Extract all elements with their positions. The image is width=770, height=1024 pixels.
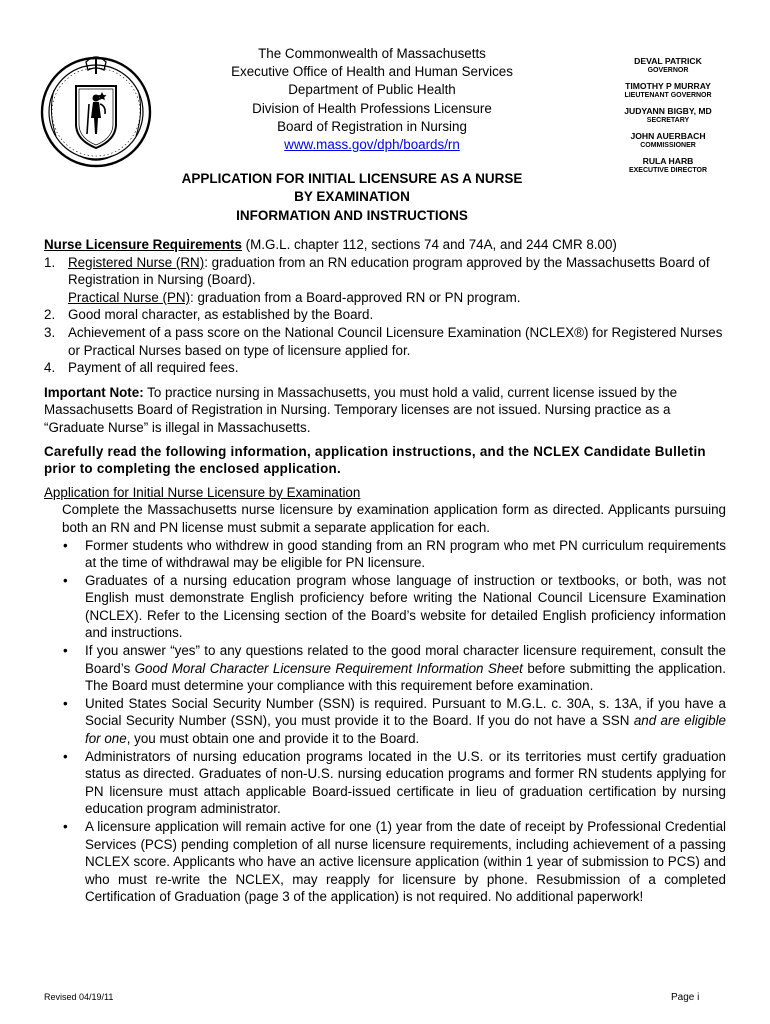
document-title bbox=[112, 170, 592, 225]
title-line: APPLICATION FOR INITIAL LICENSURE AS A NURSE bbox=[181, 171, 523, 186]
official-name: TIMOTHY P MURRAY bbox=[625, 81, 711, 91]
requirements-heading-label: Nurse Licensure Requirements bbox=[44, 237, 242, 252]
requirements-heading bbox=[44, 236, 726, 254]
requirement-text: Payment of all required fees. bbox=[68, 360, 239, 376]
application-intro: Complete the Massachusetts nurse licensure by examination application form as directed. Applicants pursuing both an RN and PN license must submit a separate application for each. bbox=[62, 502, 726, 535]
requirement-text: Achievement of a pass score on the National Council Licensure Examination (NCLEX®) for Registered Nurses or Practical Nurses based on type of licensure applied for. bbox=[68, 324, 723, 358]
official-executive-director bbox=[607, 156, 729, 175]
official-title: EXECUTIVE DIRECTOR bbox=[628, 167, 708, 174]
requirement-item bbox=[44, 359, 726, 377]
bullet-text: United States Social Security Number (SSN) is required. Pursuant to M.G.L. c. 30A, s. 13A, if you have a Social Security Number (SSN), you must provide it to the Board. If you do not have a SSN bbox=[85, 695, 726, 729]
list-item bbox=[44, 537, 726, 572]
official-secretary bbox=[607, 106, 729, 125]
bullet-text: before submitting the application. The Board must determine your compliance with this requirement before examination. bbox=[85, 660, 726, 694]
header-line-commonwealth: The Commonwealth of Massachusetts bbox=[258, 46, 486, 61]
important-note bbox=[44, 384, 726, 437]
bullet-text: Graduates of a nursing education program whose language of instruction or textbooks, or both, was not English must demonstrate English proficiency before writing the National Council Licensure Examination (NCLEX). Refer to the Licensing section of the Board’s website for detailed English proficiency information and instructions. bbox=[85, 572, 726, 641]
revision-date: Revised 04/19/11 bbox=[44, 992, 114, 1002]
header-line-division: Division of Health Professions Licensure bbox=[252, 100, 492, 116]
requirement-number: 3. bbox=[44, 324, 56, 340]
requirements-citation: (M.G.L. chapter 112, sections 74 and 74A, and 244 CMR 8.00) bbox=[241, 237, 617, 252]
important-note-text: To practice nursing in Massachusetts, you must hold a valid, current license issued by the Massachusetts Board of Registration in Nursing. Temporary licenses are not issued. Nursing practice as a “Graduate Nurse” is illegal in Massachusetts. bbox=[44, 384, 678, 435]
official-governor bbox=[607, 56, 729, 75]
header-line-board: Board of Registration in Nursing bbox=[277, 118, 467, 134]
officials-list bbox=[607, 56, 729, 181]
careful-read-notice: Carefully read the following information, application instructions, and the NCLEX Candidate Bulletin prior to completing the enclosed application. bbox=[44, 443, 706, 477]
official-title: GOVERNOR bbox=[647, 67, 689, 74]
official-name: JUDYANN BIGBY, MD bbox=[624, 106, 712, 116]
page-number: Page i bbox=[671, 992, 700, 1003]
official-lieutenant-governor bbox=[607, 81, 729, 100]
agency-header bbox=[172, 45, 572, 154]
list-item bbox=[44, 818, 726, 906]
board-website-link[interactable]: www.mass.gov/dph/boards/rn bbox=[284, 137, 460, 153]
official-name: RULA HARB bbox=[642, 156, 694, 166]
requirement-number: 4. bbox=[44, 360, 56, 376]
requirement-item bbox=[44, 254, 726, 307]
important-note-label: Important Note: bbox=[44, 384, 144, 400]
bullet-text: Former students who withdrew in good standing from an RN program who met PN curriculum requirements at the time of withdrawal may be eligible for PN licensure. bbox=[85, 537, 726, 571]
list-item bbox=[44, 642, 726, 695]
official-title: LIEUTENANT GOVERNOR bbox=[624, 92, 712, 99]
requirement-item bbox=[44, 306, 726, 324]
title-line: BY EXAMINATION bbox=[294, 189, 410, 205]
bullet-icon: • bbox=[63, 695, 68, 711]
official-title: COMMISSIONER bbox=[640, 142, 696, 149]
header-line-executive-office: Executive Office of Health and Human Services bbox=[231, 64, 513, 80]
bullet-icon: • bbox=[63, 748, 68, 764]
official-name: JOHN AUERBACH bbox=[630, 131, 706, 141]
requirement-text: Good moral character, as established by the Board. bbox=[68, 307, 374, 323]
document-body bbox=[44, 236, 726, 906]
bullet-text: A licensure application will remain active for one (1) year from the date of receipt by Professional Credential Services (PCS) pending completion of all nurse licensure requirements, including achievement of a passing NCLEX score. Applicants who have an active licensure application (within 1 year of submission to PCS) and who must re-write the NCLEX, may reapply for licensure by phone. Resubmission of a completed Certification of Graduation (page 3 of the application) is not required. No additional paperwork! bbox=[85, 819, 726, 905]
bullet-icon: • bbox=[63, 572, 68, 588]
official-commissioner bbox=[607, 131, 729, 150]
pn-text: : graduation from a Board-approved RN or PN program. bbox=[190, 289, 521, 305]
list-item bbox=[44, 748, 726, 818]
eligibility-emphasis: and are eligible for one bbox=[85, 713, 726, 747]
official-name: DEVAL PATRICK bbox=[634, 56, 702, 66]
bullet-icon: • bbox=[63, 819, 68, 834]
info-sheet-title: Good Moral Character Licensure Requirement Information Sheet bbox=[134, 660, 523, 676]
bullet-text: Administrators of nursing education programs located in the U.S. or its territories must certify graduation status as directed. Graduates of non-U.S. nursing education programs and former RN students applying for PN licensure must attach applicable Board-issued certificate in lieu of graduation certification by nursing education program administrator. bbox=[85, 748, 726, 817]
bullet-icon: • bbox=[63, 537, 68, 553]
rn-text: : graduation from an RN education program approved by the Massachusetts Board of Registration in Nursing (Board). bbox=[68, 254, 710, 288]
title-line: INFORMATION AND INSTRUCTIONS bbox=[236, 207, 468, 223]
rn-label: Registered Nurse (RN) bbox=[68, 254, 205, 270]
bullet-text: If you answer “yes” to any questions related to the good moral character licensure requirement, consult the Board’s bbox=[85, 643, 726, 676]
requirement-number: 2. bbox=[44, 307, 56, 323]
list-item bbox=[44, 695, 726, 748]
application-bullets bbox=[44, 537, 726, 906]
list-item bbox=[44, 572, 726, 642]
pn-label: Practical Nurse (PN) bbox=[68, 289, 191, 305]
bullet-text: , you must obtain one and provide it to the Board. bbox=[126, 731, 420, 747]
official-title: SECRETARY bbox=[646, 117, 690, 124]
header-line-department: Department of Public Health bbox=[288, 82, 456, 98]
bullet-icon: • bbox=[63, 643, 68, 659]
application-heading: Application for Initial Nurse Licensure by Examination bbox=[44, 484, 361, 500]
massachusetts-seal-icon bbox=[40, 52, 152, 170]
requirement-item bbox=[44, 324, 726, 359]
requirement-number: 1. bbox=[44, 254, 56, 270]
